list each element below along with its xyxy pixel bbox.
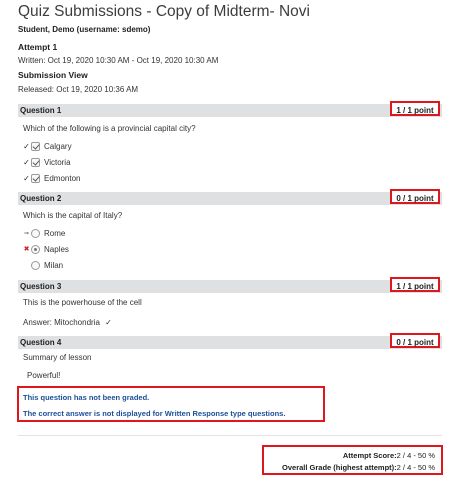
option-radio[interactable] bbox=[31, 245, 40, 254]
question-points: 0 / 1 point bbox=[390, 333, 440, 348]
option-row bbox=[22, 172, 80, 184]
question-text: Summary of lesson bbox=[23, 353, 92, 362]
question-label: Question 3 bbox=[20, 282, 62, 291]
arrow-icon: ⇒ bbox=[23, 230, 30, 237]
released-date: Released: Oct 19, 2020 10:36 AM bbox=[18, 85, 139, 94]
option-checkbox[interactable] bbox=[31, 142, 40, 151]
question-4-header bbox=[18, 336, 442, 349]
question-text: This is the powerhouse of the cell bbox=[23, 298, 142, 307]
student-name: Student, Demo (username: sdemo) bbox=[18, 25, 151, 34]
check-icon: ✓ bbox=[23, 173, 30, 183]
not-graded-text: This question has not been graded. bbox=[23, 393, 150, 402]
attempt-heading: Attempt 1 bbox=[18, 42, 58, 52]
page-title: Quiz Submissions - Copy of Midterm- Novi bbox=[18, 3, 310, 20]
score-summary bbox=[262, 445, 443, 475]
option-radio[interactable] bbox=[31, 229, 40, 238]
option-row bbox=[22, 227, 65, 239]
option-label: Calgary bbox=[44, 141, 72, 151]
attempt-score: Attempt Score:2 / 4 - 50 % bbox=[342, 451, 435, 460]
option-row bbox=[22, 259, 63, 271]
option-radio[interactable] bbox=[31, 261, 40, 270]
option-row bbox=[22, 140, 72, 152]
option-checkbox[interactable] bbox=[31, 174, 40, 183]
question-label: Question 4 bbox=[20, 338, 62, 347]
option-checkbox[interactable] bbox=[31, 158, 40, 167]
question-points: 1 / 1 point bbox=[390, 101, 440, 116]
question-points: 0 / 1 point bbox=[390, 189, 440, 204]
question-points: 1 / 1 point bbox=[390, 277, 440, 292]
option-row bbox=[22, 156, 71, 168]
question-2-header bbox=[18, 192, 442, 205]
question-1-header bbox=[18, 104, 442, 117]
question-label: Question 1 bbox=[20, 106, 62, 115]
question-label: Question 2 bbox=[20, 194, 62, 203]
answer-text: Answer: Mitochondria bbox=[23, 318, 100, 327]
answer-row bbox=[23, 318, 112, 327]
check-icon: ✓ bbox=[105, 318, 112, 327]
divider bbox=[18, 435, 442, 436]
grading-notice bbox=[17, 386, 325, 422]
submission-view-heading: Submission View bbox=[18, 70, 88, 80]
option-label: Victoria bbox=[44, 157, 71, 167]
overall-grade: Overall Grade (highest attempt):2 / 4 - 50 % bbox=[282, 463, 435, 472]
option-label: Milan bbox=[44, 260, 64, 270]
answer-not-displayed-text: The correct answer is not displayed for Written Response type questions. bbox=[23, 409, 286, 418]
written-date: Written: Oct 19, 2020 10:30 AM - Oct 19, 2020 10:30 AM bbox=[18, 56, 219, 65]
check-icon: ✓ bbox=[23, 141, 30, 151]
question-3-header bbox=[18, 280, 442, 293]
question-text: Which is the capital of Italy? bbox=[23, 211, 123, 220]
option-label: Naples bbox=[44, 244, 69, 254]
option-row bbox=[22, 243, 69, 255]
option-label: Rome bbox=[44, 228, 66, 238]
question-text: Which of the following is a provincial capital city? bbox=[23, 124, 196, 133]
option-label: Edmonton bbox=[44, 173, 81, 183]
written-response: Powerful! bbox=[27, 371, 61, 380]
check-icon: ✓ bbox=[23, 157, 30, 167]
x-icon: ✖ bbox=[23, 246, 30, 253]
